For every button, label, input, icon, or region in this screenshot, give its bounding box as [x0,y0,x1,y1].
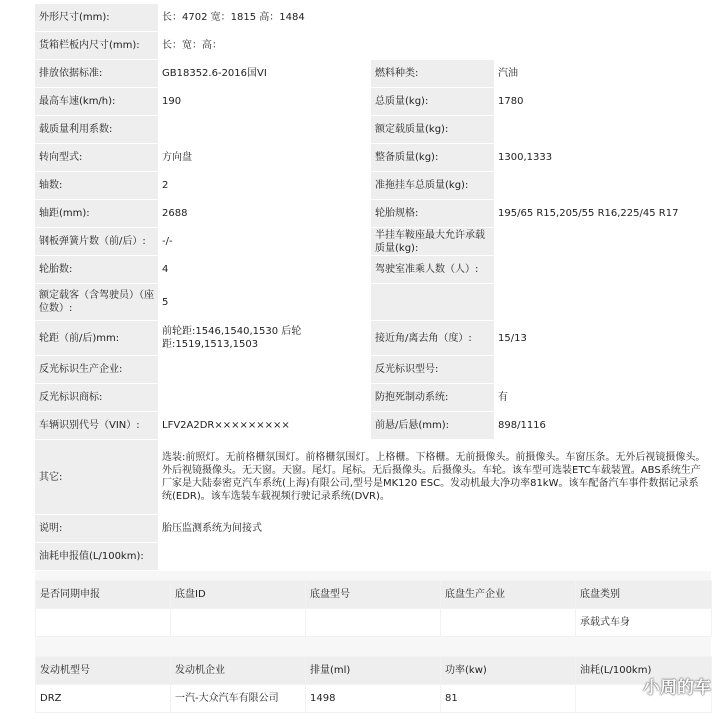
spec-value: 有 [494,384,711,412]
spec-label: 其它: [35,440,158,515]
spec-label: 排放依据标准: [35,60,158,88]
spec-value [494,116,711,144]
spec-row [35,440,711,515]
spec-row [35,515,711,543]
spec-label: 接近角/离去角（度）: [371,321,494,356]
spec-value: 胎压监测系统为间接式 [158,515,711,543]
spec-row [35,60,711,88]
chassis-header-row [36,581,712,609]
spec-label: 额定载质量(kg): [371,116,494,144]
spec-row [35,256,711,284]
engine-header-cell: 功率(kw) [441,657,576,685]
spec-value [158,116,371,144]
spec-label: 轴距(mm): [35,200,158,228]
spec-value [158,384,371,412]
spec-value: 汽油 [494,60,711,88]
spec-value: LFV2A2DR××××××××× [158,412,371,440]
spec-label: 车辆识别代号（VIN）: [35,412,158,440]
spec-value: 方向盘 [158,144,371,172]
chassis-cell [306,609,441,637]
spec-row [35,32,711,60]
spec-label: 燃料种类: [371,60,494,88]
chassis-cell [36,609,171,637]
spec-label: 准拖挂车总质量(kg): [371,172,494,200]
spec-value: 15/13 [494,321,711,356]
spec-row [35,284,711,321]
spec-row [35,200,711,228]
spec-label: 转向型式: [35,144,158,172]
engine-data-row [36,685,712,713]
spec-value: 190 [158,88,371,116]
spec-value: GB18352.6-2016国VI [158,60,371,88]
spec-value [158,543,711,571]
spec-value: 长：宽：高： [158,32,711,60]
engine-cell: 81 [441,685,576,713]
spec-label: 总质量(kg): [371,88,494,116]
spec-label: 驾驶室准乘人数（人）: [371,256,494,284]
chassis-header-cell: 底盘类别 [576,581,712,609]
spec-value: 1780 [494,88,711,116]
section-gap [35,636,711,656]
chassis-cell [171,609,306,637]
spec-label: 外形尺寸(mm): [35,4,158,32]
spec-value: 前轮距:1546,1540,1530 后轮距:1519,1513,1503 [158,321,371,356]
spec-label: 货箱栏板内尺寸(mm): [35,32,158,60]
spec-label: 载质量利用系数: [35,116,158,144]
spec-label [371,284,494,321]
spec-value: 5 [158,284,371,321]
chassis-header-cell: 底盘生产企业 [441,581,576,609]
spec-row [35,384,711,412]
spec-value: -/- [158,228,371,256]
engine-header-cell: 油耗(L/100km) [576,657,712,685]
chassis-data-row [36,609,712,637]
spec-value [494,284,711,321]
spec-label: 轮距（前/后)mm: [35,321,158,356]
spec-row [35,321,711,356]
spec-label: 轴数: [35,172,158,200]
spec-row [35,172,711,200]
watermark: 小周的车 [643,678,711,698]
spec-label: 钢板弹簧片数（前/后）: [35,228,158,256]
spec-value: 898/1116 [494,412,711,440]
spec-value: 1300,1333 [494,144,711,172]
spec-label: 防抱死制动系统: [371,384,494,412]
engine-header-cell: 发动机型号 [36,657,171,685]
spec-label: 反光标识型号: [371,356,494,384]
spec-label: 额定载客（含驾驶员）（座位数）: [35,284,158,321]
spec-label: 油耗申报值(L/100km): [35,543,158,571]
chassis-table [35,580,712,637]
spec-row [35,228,711,256]
engine-cell: 一汽-大众汽车有限公司 [171,685,306,713]
engine-header-cell: 排量(ml) [306,657,441,685]
spec-value: 选装:前照灯。无前格栅氛围灯。前格栅氛围灯。上格栅。下格栅。无前摄像头。前摄像头。车窗压条。无外后视镜摄像头。外后视镜摄像头。无天窗。天窗。尾灯。尾标。无后摄像头。后摄像头。车轮。该车型可选装ETC车载装置。ABS系统生产厂家是大陆泰密克汽车系统(上海)有限公司,型号是MK120 ESC。发动机最大净功率81kW。该车配备汽车事件数据记录系统(EDR)。该车选装车载视频行驶记录系统(DVR)。 [158,440,711,515]
spec-row [35,412,711,440]
engine-header-cell: 发动机企业 [171,657,306,685]
spec-label: 说明: [35,515,158,543]
spec-label: 轮胎数: [35,256,158,284]
spec-row [35,144,711,172]
engine-table [35,656,712,713]
spec-value [494,256,711,284]
spec-row [35,356,711,384]
chassis-cell [441,609,576,637]
spec-value: 2 [158,172,371,200]
spec-label: 半挂车鞍座最大允许承载质量(kg): [371,228,494,256]
chassis-cell: 承载式车身 [576,609,712,637]
spec-row [35,88,711,116]
spec-row [35,543,711,571]
engine-cell: DRZ [36,685,171,713]
spec-value [494,356,711,384]
spec-row [35,116,711,144]
vehicle-spec-table [35,4,711,571]
spec-value [158,356,371,384]
spec-row [35,4,711,32]
spec-value [494,172,711,200]
chassis-header-cell: 是否同期申报 [36,581,171,609]
chassis-header-cell: 底盘ID [171,581,306,609]
engine-header-row [36,657,712,685]
spec-label: 整备质量(kg): [371,144,494,172]
spec-label: 反光标识商标: [35,384,158,412]
spec-label: 前悬/后悬(mm): [371,412,494,440]
engine-cell: 1498 [306,685,441,713]
spec-value [494,228,711,256]
spec-value: 195/65 R15,205/55 R16,225/45 R17 [494,200,711,228]
spec-label: 反光标识生产企业: [35,356,158,384]
spec-label: 最高车速(km/h): [35,88,158,116]
spec-value: 4 [158,256,371,284]
spec-label: 轮胎规格: [371,200,494,228]
chassis-header-cell: 底盘型号 [306,581,441,609]
spec-value: 2688 [158,200,371,228]
spec-value: 长：4702 宽：1815 高：1484 [158,4,711,32]
